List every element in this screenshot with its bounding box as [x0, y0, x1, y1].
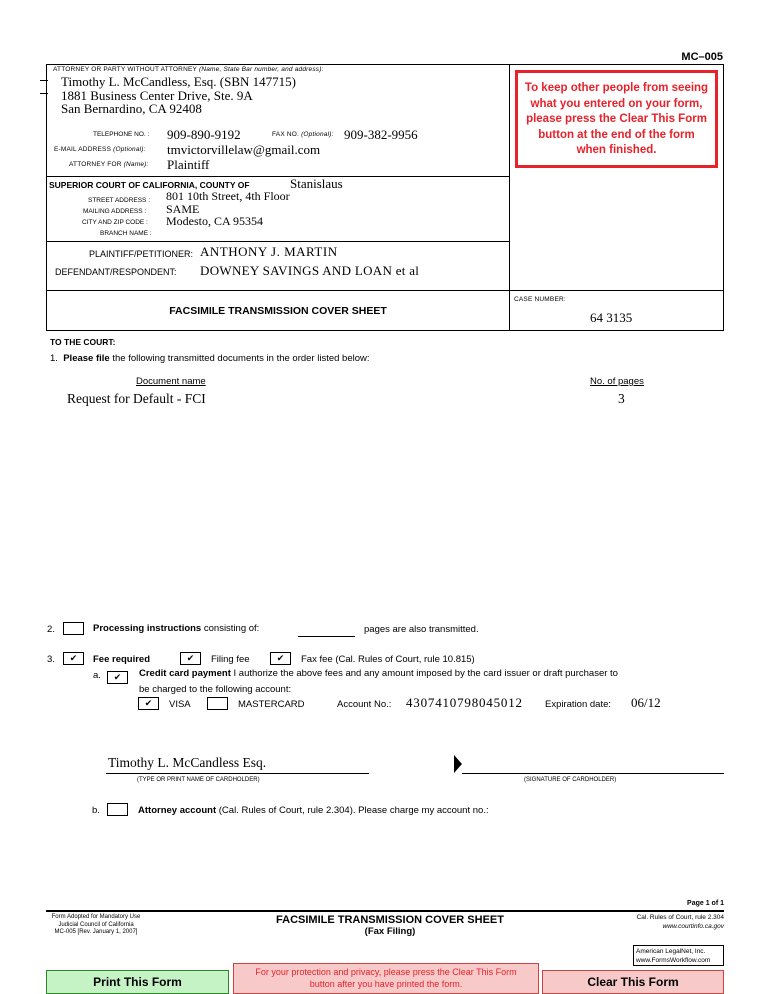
defendant-label: DEFENDANT/RESPONDENT: — [55, 267, 177, 277]
telephone-field[interactable]: 909-890-9192 — [167, 127, 241, 142]
item2-suffix: pages are also transmitted. — [364, 624, 479, 635]
processing-pages-field[interactable] — [298, 636, 355, 637]
street-field[interactable]: 801 10th Street, 4th Floor — [166, 189, 290, 203]
document-name-row-1[interactable]: Request for Default - FCI — [67, 391, 206, 406]
attorney-header: ATTORNEY OR PARTY WITHOUT ATTORNEY (Name, State Bar number, and address): — [53, 66, 324, 73]
processing-checkbox[interactable] — [63, 622, 84, 635]
fax-fee-checkbox[interactable] — [270, 652, 291, 665]
mailing-label: MAILING ADDRESS : — [83, 208, 147, 215]
fax-fee-label: Fax fee (Cal. Rules of Court, rule 10.815) — [301, 654, 475, 665]
plaintiff-label: PLAINTIFF/PETITIONER: — [89, 249, 194, 259]
item3-num: 3. — [47, 654, 55, 665]
type-name-caption: (TYPE OR PRINT NAME OF CARDHOLDER) — [137, 777, 260, 783]
form-title: FACSIMILE TRANSMISSION COVER SHEET — [169, 305, 387, 317]
item3a-label: a. — [93, 670, 101, 681]
footer-rules: Cal. Rules of Court, rule 2.304 www.courtinfo.ca.gov — [636, 914, 724, 930]
account-label: Account No.: — [337, 699, 392, 710]
item2-label: Processing instructions consisting of: — [93, 623, 260, 634]
signature-caption: (SIGNATURE OF CARDHOLDER) — [524, 777, 617, 783]
privacy-notice: To keep other people from seeing what you entered on your form, please press the Clear This Form button at the end of the form when finished. — [515, 70, 718, 168]
email-label: E-MAIL ADDRESS (Optional): — [54, 146, 146, 153]
email-field[interactable]: tmvictorvillelaw@gmail.com — [167, 142, 321, 157]
page-indicator: Page 1 of 1 — [687, 900, 724, 907]
attorney-for-field[interactable]: Plaintiff — [167, 157, 210, 172]
attorney-account-checkbox[interactable] — [107, 803, 128, 816]
attorney-for-label: ATTORNEY FOR (Name): — [69, 161, 149, 168]
footer-title: FACSIMILE TRANSMISSION COVER SHEET (Fax Filing) — [276, 914, 504, 937]
account-number-field[interactable]: 4307410798045012 — [406, 695, 523, 710]
mastercard-label: MASTERCARD — [238, 699, 305, 710]
fax-field[interactable]: 909-382-9956 — [344, 127, 418, 142]
fee-required-checkbox[interactable] — [63, 652, 84, 665]
doc-name-header: Document name — [136, 376, 206, 387]
signature-line[interactable] — [462, 773, 724, 774]
branch-label: BRANCH NAME : — [100, 230, 152, 237]
publisher-box: American LegalNet, Inc. www.FormsWorkflow.com — [633, 945, 724, 966]
privacy-reminder: For your protection and privacy, please press the Clear This Form button after you have printed the form. — [233, 963, 539, 994]
defendant-field[interactable]: DOWNEY SAVINGS AND LOAN et al — [200, 263, 420, 278]
print-form-button[interactable]: Print This Form — [46, 970, 229, 994]
court-label: SUPERIOR COURT OF CALIFORNIA, COUNTY OF — [49, 180, 250, 190]
clear-form-button[interactable]: Clear This Form — [542, 970, 724, 994]
visa-label: VISA — [169, 699, 191, 710]
item3b-label: b. — [92, 805, 100, 816]
pages-header: No. of pages — [590, 376, 644, 387]
credit-card-checkbox[interactable] — [107, 671, 128, 684]
footer-adopted: Form Adopted for Mandatory Use Judicial Council of California MC-005 [Rev. January 1, 2007] — [51, 914, 141, 935]
mastercard-checkbox[interactable] — [207, 697, 228, 710]
to-court-heading: TO THE COURT: — [50, 337, 116, 347]
street-label: STREET ADDRESS : — [88, 197, 151, 204]
case-number-field[interactable]: 64 3135 — [590, 310, 633, 325]
signature-arrow-icon — [454, 755, 462, 773]
attorney-account-text: Attorney account (Cal. Rules of Court, rule 2.304). Please charge my account no.: — [138, 805, 489, 816]
attorney-address-2[interactable]: San Bernardino, CA 92408 — [61, 101, 202, 116]
document-pages-row-1[interactable]: 3 — [618, 391, 625, 406]
plaintiff-field[interactable]: ANTHONY J. MARTIN — [200, 244, 338, 259]
credit-card-text-2: be charged to the following account: — [139, 684, 292, 695]
attorney-address-1[interactable]: 1881 Business Center Drive, Ste. 9A — [61, 88, 253, 103]
fee-required-label: Fee required — [93, 654, 151, 665]
filing-fee-label: Filing fee — [211, 654, 250, 665]
court-county-field[interactable]: Stanislaus — [290, 176, 343, 191]
filing-fee-checkbox[interactable] — [180, 652, 201, 665]
visa-checkbox[interactable] — [138, 697, 159, 710]
city-field[interactable]: Modesto, CA 95354 — [166, 214, 264, 228]
item2-num: 2. — [47, 624, 55, 635]
form-id: MC–005 — [681, 51, 723, 63]
city-label: CITY AND ZIP CODE : — [82, 219, 148, 226]
cardholder-name-field[interactable]: Timothy L. McCandless Esq. — [108, 755, 267, 770]
credit-card-text: Credit card payment I authorize the above fees and any amount imposed by the card issuer or draft purchaser to — [139, 668, 618, 679]
expiration-label: Expiration date: — [545, 699, 612, 710]
mailing-field[interactable]: SAME — [166, 202, 200, 216]
telephone-label: TELEPHONE NO. : — [93, 131, 150, 138]
case-number-label: CASE NUMBER: — [514, 296, 566, 303]
fax-label: FAX NO. (Optional): — [272, 131, 334, 138]
expiration-field[interactable]: 06/12 — [631, 695, 661, 710]
attorney-name[interactable]: Timothy L. McCandless, Esq. (SBN 147715) — [61, 74, 296, 89]
item1-text: 1. Please file the following transmitted documents in the order listed below: — [50, 353, 370, 364]
